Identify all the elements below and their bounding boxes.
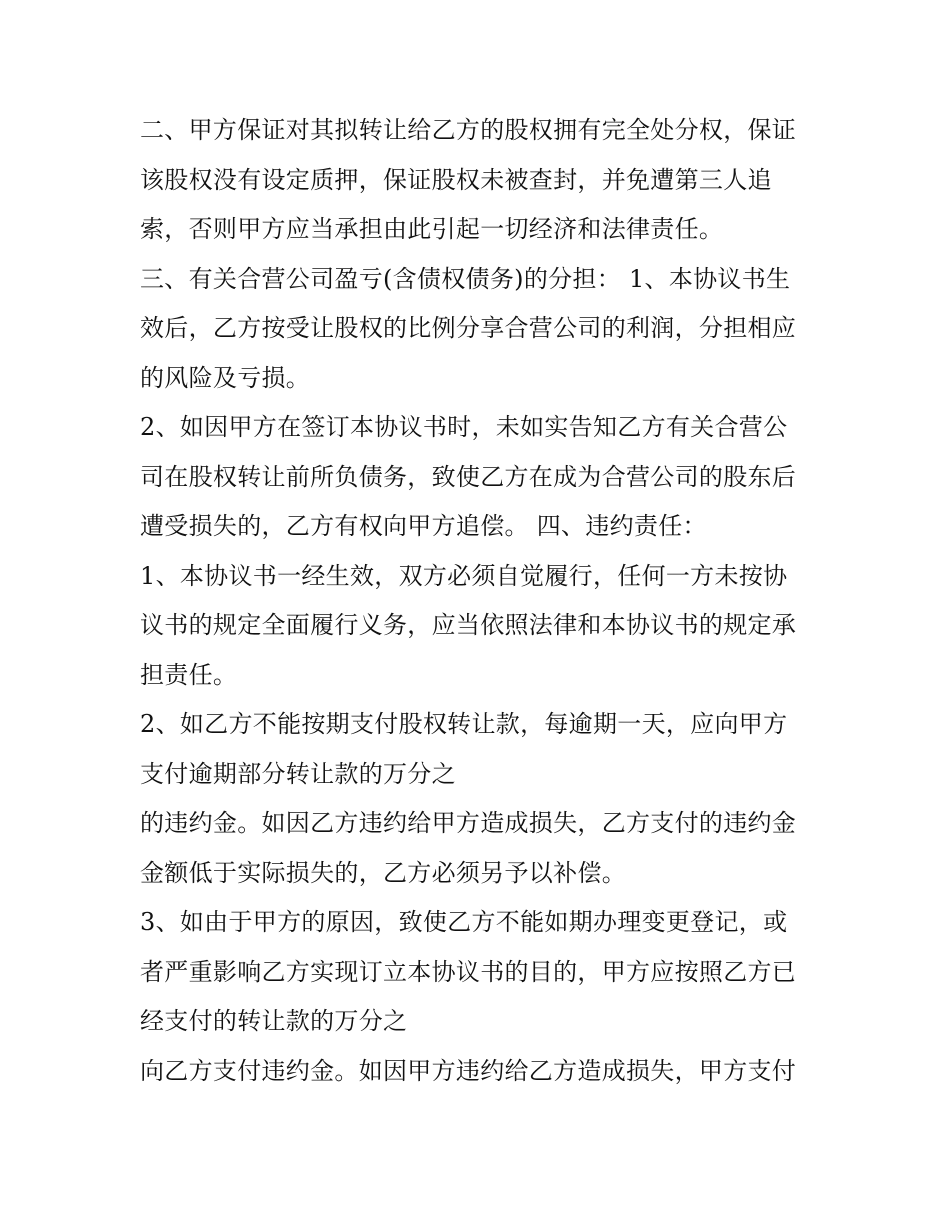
text-line: 1、本协议书一经生效，双方必须自觉履行，任何一方未按协 [140, 561, 788, 590]
text-line: 议书的规定全面履行义务，应当依照法律和本协议书的规定承 [140, 611, 797, 639]
text-line: 金额低于实际损失的，乙方必须另予以补偿。 [140, 858, 626, 887]
text-line: 2、如乙方不能按期支付股权转让款，每逾期一天，应向甲方 [140, 710, 788, 738]
text-line: 索，否则甲方应当承担由此引起一切经济和法律责任。 [140, 215, 724, 243]
text-line: 3、如由于甲方的原因，致使乙方不能如期办理变更登记，或 [140, 908, 788, 936]
text-line: 该股权没有设定质押，保证股权未被查封，并免遭第三人追 [140, 165, 772, 194]
text-line: 的风险及亏损。 [140, 363, 311, 392]
text-line: 三、有关合营公司盈亏(含债权债务)的分担： 1、本协议书生 [140, 264, 791, 293]
text-line: 的违约金。如因乙方违约给甲方造成损失，乙方支付的违约金 [140, 809, 797, 837]
text-line: 遭受损失的，乙方有权向甲方追偿。 四、违约责任： [140, 512, 707, 540]
text-line: 效后，乙方按受让股权的比例分享合营公司的利润，分担相应 [140, 314, 797, 342]
text-line: 经支付的转让款的万分之 [140, 1007, 408, 1035]
text-line: 向乙方支付违约金。如因甲方违约给乙方造成损失，甲方支付 [140, 1056, 797, 1085]
text-line: 者严重影响乙方实现订立本协议书的目的，甲方应按照乙方已 [140, 957, 797, 986]
text-line: 司在股权转让前所负债务，致使乙方在成为合营公司的股东后 [140, 462, 797, 491]
document-body [140, 110, 830, 1100]
text-line: 二、甲方保证对其拟转让给乙方的股权拥有完全处分权，保证 [140, 116, 797, 144]
text-line: 2、如因甲方在签订本协议书时，未如实告知乙方有关合营公 [140, 413, 788, 441]
text-line: 支付逾期部分转让款的万分之 [140, 759, 456, 788]
text-line: 担责任。 [140, 660, 238, 689]
